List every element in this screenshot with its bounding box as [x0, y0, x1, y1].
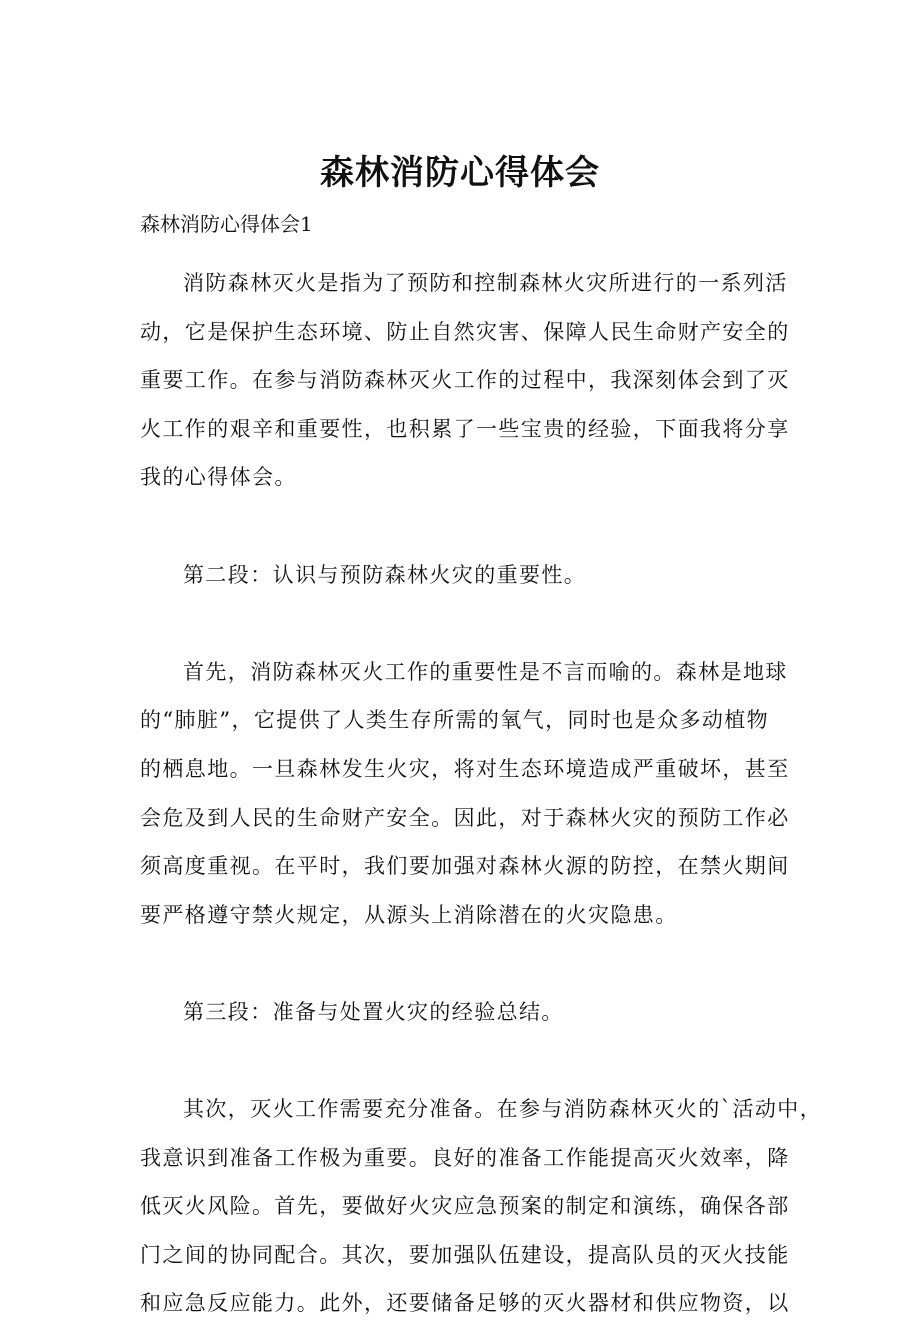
blank-line	[140, 1046, 800, 1095]
text-line: 我意识到准备工作极为重要。良好的准备工作能提高灭火效率，降	[140, 1145, 790, 1170]
text-line: 的“肺脏”，它提供了人类生存所需的氧气，同时也是众多动植物	[140, 708, 770, 733]
blank-line	[140, 608, 800, 657]
text-line: 消防森林灭火是指为了预防和控制森林火灾所进行的一系列活	[183, 271, 788, 295]
text-line: 要严格遵守禁火规定，从源头上消除潜在的火灾隐患。	[140, 902, 678, 927]
text-line: 动，它是保护生态环境、防止自然灾害、保障人民生命财产安全的	[140, 319, 790, 344]
text-line: 我的心得体会。	[140, 465, 297, 490]
section-heading: 第二段：认识与预防森林火灾的重要性。	[183, 562, 587, 587]
document-subtitle: 森林消防心得体会1	[140, 212, 313, 236]
blank-line	[140, 948, 800, 997]
text-line: 其次，灭火工作需要充分准备。在参与消防森林灭火的`活动中，	[183, 1097, 823, 1122]
document-title: 森林消防心得体会	[320, 153, 600, 193]
text-line: 火工作的艰辛和重要性，也积累了一些宝贵的经验，下面我将分享	[140, 416, 790, 441]
document-body	[140, 268, 823, 1337]
text-line: 的栖息地。一旦森林发生火灾，将对生态环境造成严重破坏，甚至	[140, 756, 790, 781]
text-line: 低灭火风险。首先，要做好火灾应急预案的制定和演练，确保各部	[140, 1194, 790, 1219]
text-line: 和应急反应能力。此外，还要储备足够的灭火器材和供应物资，以	[140, 1291, 790, 1316]
blank-line	[140, 511, 800, 560]
text-line: 须高度重视。在平时，我们要加强对森林火源的防控，在禁火期间	[140, 854, 790, 879]
text-line: 重要工作。在参与消防森林灭火工作的过程中，我深刻体会到了灭	[140, 368, 790, 393]
section-heading: 第三段：准备与处置火灾的经验总结。	[183, 999, 564, 1024]
text-line: 门之间的协同配合。其次，要加强队伍建设，提高队员的灭火技能	[140, 1242, 790, 1267]
text-line: 会危及到人民的生命财产安全。因此，对于森林火灾的预防工作必	[140, 805, 790, 830]
text-line: 首先，消防森林灭火工作的重要性是不言而喻的。森林是地球	[183, 659, 788, 684]
